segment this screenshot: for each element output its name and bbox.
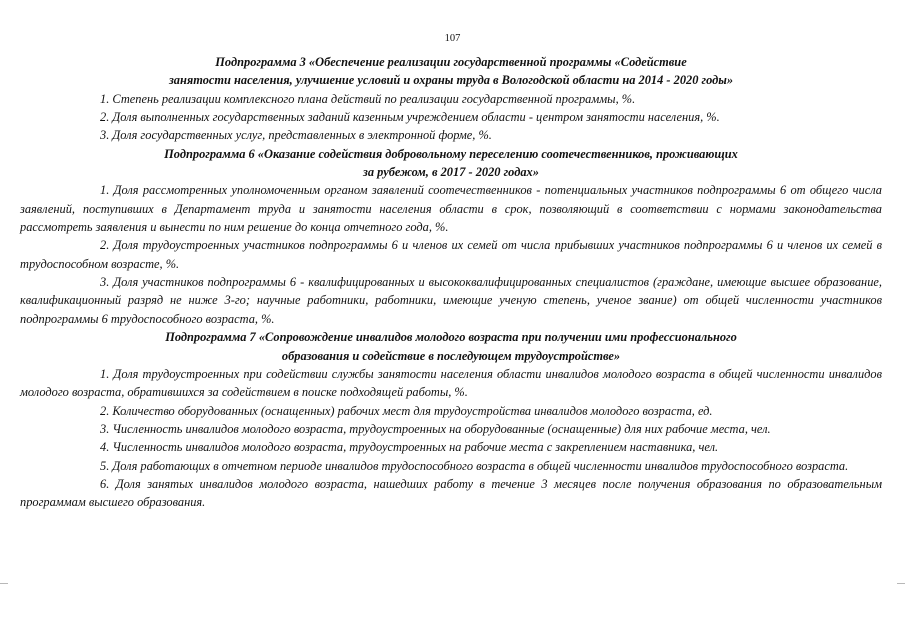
subprogram-7-item-3: 3. Численность инвалидов молодого возраста, трудоустроенных на оборудованные (оснащенные) для них рабочие места, чел. bbox=[100, 421, 771, 436]
subprogram-7-heading bbox=[20, 328, 882, 365]
subprogram-7-section bbox=[20, 328, 882, 511]
subprogram-6-heading-line-2: за рубежом, в 2017 - 2020 годах» bbox=[363, 165, 539, 180]
subprogram-3-item-3: 3. Доля государственных услуг, представленных в электронной форме, %. bbox=[100, 128, 492, 143]
scan-edge-mark-right bbox=[897, 583, 905, 584]
subprogram-6-section bbox=[20, 145, 882, 328]
subprogram-3-section bbox=[20, 53, 882, 145]
subprogram-7-item-6: 6. Доля занятых инвалидов молодого возраста, нашедших работу в течение 3 месяцев после получения образования по образовательным программам высшего образования. bbox=[20, 476, 882, 510]
subprogram-6-heading bbox=[20, 145, 882, 182]
subprogram-7-item-4: 4. Численность инвалидов молодого возраста, трудоустроенных на рабочие места с закреплением наставника, чел. bbox=[100, 440, 719, 455]
subprogram-3-item-1: 1. Степень реализации комплексного плана действий по реализации государственной программы, %. bbox=[100, 91, 636, 106]
subprogram-6-item-2: 2. Доля трудоустроенных участников подпрограммы 6 и членов их семей от числа прибывших участников подпрограммы 6 и членов их семей в трудоспособном возрасте, %. bbox=[20, 238, 882, 271]
subprogram-6-item-3: 3. Доля участников подпрограммы 6 - квалифицированных и высококвалифицированных специалистов (граждане, имеющие высшее образование, квалификационный разряд не ниже 3-го; научные работники, работники, имеющие ученую степень, ученое звание) от общей численности участников подпрограммы 6 трудоспособного возраста, %. bbox=[20, 275, 882, 326]
subprogram-3-heading-line-2: занятости населения, улучшение условий и охраны труда в Вологодской области на 2014 - 2020 годы» bbox=[168, 73, 734, 88]
subprogram-6-item-1: 1. Доля рассмотренных уполномоченным органом заявлений соотечественников - потенциальных участников подпрограммы 6 от общего числа заявлений, поступивших в Департамент труда и занятости населения области в срок, позволяющий в соответствии с нормами законодательства рассмотреть заявления и вынести по ним решение до конца отчетного года, %. bbox=[20, 183, 882, 235]
scan-edge-mark-left bbox=[0, 583, 8, 584]
subprogram-7-heading-line-2: образования и содействие в последующем трудоустройстве» bbox=[281, 348, 621, 363]
subprogram-7-heading-line-1: Подпрограмма 7 «Сопровождение инвалидов молодого возраста при получении ими профессионального bbox=[165, 330, 737, 345]
subprogram-7-item-1: 1. Доля трудоустроенных при содействии службы занятости населения области инвалидов молодого возраста в общей численности инвалидов молодого возраста, обратившихся за содействием в поиске подходящей работы, %. bbox=[20, 366, 882, 400]
page-number: 107 bbox=[444, 33, 461, 44]
subprogram-3-item-2: 2. Доля выполненных государственных заданий казенным учреждением области - центром занятости населения, %. bbox=[100, 110, 720, 125]
subprogram-6-heading-line-1: Подпрограмма 6 «Оказание содействия добровольному переселению соотечественников, проживающих bbox=[164, 146, 738, 161]
subprogram-7-item-5: 5. Доля работающих в отчетном периоде инвалидов трудоспособного возраста в общей численности инвалидов трудоспособного возраста. bbox=[100, 458, 849, 473]
subprogram-3-heading-line-1: Подпрограмма 3 «Обеспечение реализации государственной программы «Содействие bbox=[215, 55, 687, 69]
subprogram-7-item-2: 2. Количество оборудованных (оснащенных) рабочих мест для трудоустройства инвалидов молодого возраста, ед. bbox=[100, 403, 713, 418]
subprogram-3-heading bbox=[20, 53, 882, 90]
document-body bbox=[20, 53, 882, 512]
